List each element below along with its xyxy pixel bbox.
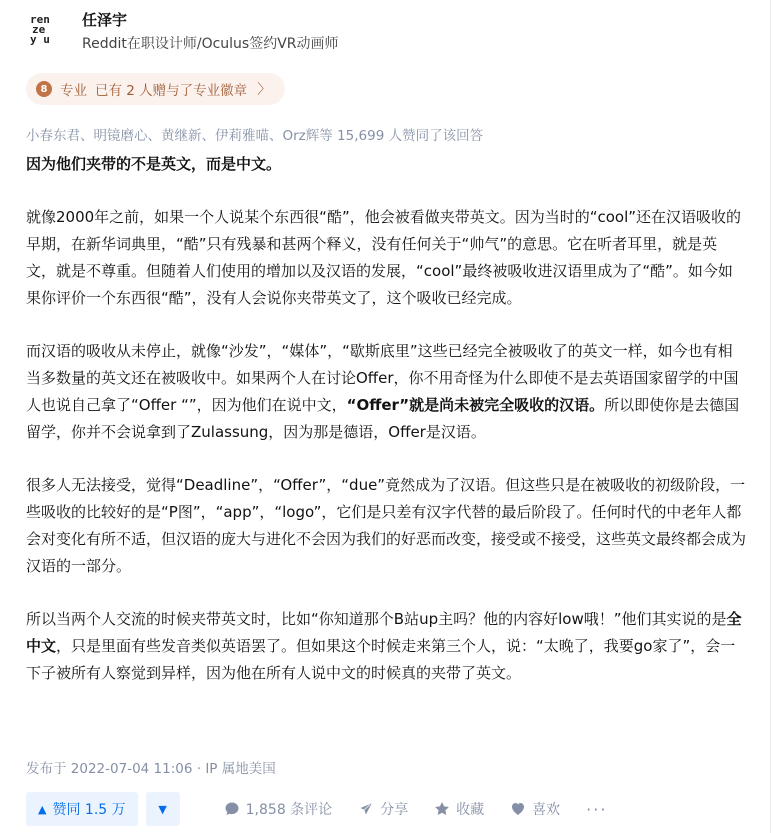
upvote-button[interactable] <box>26 792 138 826</box>
chevron-right-icon: 〉 <box>257 82 272 98</box>
paragraph-3-text-b: 所以即使你是去德国留学，你并不会说拿到了Zulassung，因为那是德语，Offer是汉语。 <box>26 396 740 441</box>
paragraph-5-bold: 全中文 <box>26 610 742 655</box>
downvote-icon: ▼ <box>158 802 167 816</box>
avatar-line-3: y u <box>30 33 50 46</box>
paragraph-2: 就像2000年之前，如果一个人说某个东西很“酷”，他会被看做夹带英文。因为当时的“cool”还在汉语吸收的早期，在新华词典里，“酷”只有残暴和甚两个释义，没有任何关于“帅气”的意思。它在听者耳里，就是英文，就是不尊重。但随着人们使用的增加以及汉语的发展，“cool”最终被吸收进汉语里成为了“酷”。如今如果你评价一个东西很“酷”，没有人会说你夹带英文了，这个吸收已经完成。 <box>26 208 742 307</box>
share-label: 分享 <box>380 802 409 818</box>
badge-pro-label: 专业 <box>60 83 87 99</box>
lead-sentence: 因为他们夹带的不是英文，而是中文。 <box>26 155 282 173</box>
favorite-label: 收藏 <box>456 802 485 818</box>
like-label: 喜欢 <box>532 802 561 818</box>
paragraph-3-text-a: 而汉语的吸收从未停止，就像“沙发”，“媒体”，“歇斯底里”这些已经完全被吸收了的英文一样，如今也有相当多数量的英文还在被吸收中。如果两个人在讨论Offer，你不用奇怪为什么即使不是去英语国家留学的中国人也说自己拿了“Offer “”，因为他们在说中文， <box>26 342 739 414</box>
comment-label: 1,858 条评论 <box>245 802 333 818</box>
paragraph-5 <box>26 606 746 687</box>
star-icon <box>434 801 450 817</box>
badge-icon: 8 <box>36 81 52 97</box>
paragraph-5-text-b: ，只是里面有些发音类似英语罢了。但如果这个时候走来第三个人，说：“太晚了，我要go家了”，会一下子被所有人察觉到异样，因为他在所有人说中文的时候真的夹带了英文。 <box>26 637 736 682</box>
paragraph-1 <box>26 151 746 178</box>
author-name[interactable]: 任泽宇 <box>82 11 128 29</box>
avatar-line-1: ren <box>30 13 50 26</box>
upvote-icon: ▲ <box>38 802 47 816</box>
author-info <box>82 10 339 54</box>
badge-text: 已有 2 人赠与了专业徽章 <box>95 83 248 99</box>
like-button[interactable] <box>510 799 560 819</box>
paragraph-3-bold: “Offer”就是尚未被完全吸收的汉语。 <box>346 396 605 414</box>
publish-meta: 发布于 2022-07-04 11:06 · IP 属地美国 <box>26 761 276 777</box>
voters-summary[interactable]: 小春东君、明镜磨心、黄继新、伊莉雅喵、Orz辉等 15,699 人赞同了该回答 <box>26 128 484 144</box>
author-header <box>26 10 339 54</box>
comment-icon <box>224 801 240 817</box>
pro-badge-banner[interactable] <box>26 73 285 105</box>
heart-icon <box>510 801 526 817</box>
answer-content <box>26 151 746 713</box>
favorite-button[interactable] <box>434 799 484 819</box>
paragraph-3 <box>26 338 746 446</box>
comment-button[interactable] <box>224 799 333 819</box>
share-button[interactable] <box>358 799 408 819</box>
upvote-label: 赞同 1.5 万 <box>52 802 126 818</box>
paragraph-4: 很多人无法接受，觉得“Deadline”，“Offer”，“due”竟然成为了汉语。但这些只是在被吸收的初级阶段，一些吸收的比较好的是“P图”，“app”，“logo”，它们是只差有汉字代替的最后阶段了。任何时代的中老年人都会对变化有所不适，但汉语的庞大与进化不会因为我们的好恶而改变，接受或不接受，这些英文最终都会成为汉语的一部分。 <box>26 476 747 575</box>
avatar[interactable] <box>26 10 66 50</box>
action-bar <box>26 792 607 826</box>
downvote-button[interactable] <box>146 792 180 826</box>
paragraph-5-text-a: 所以当两个人交流的时候夹带英文时，比如“你知道那个B站up主吗？他的内容好low哦！”他们其实说的是 <box>26 610 727 628</box>
author-bio: Reddit在职设计师/Oculus签约VR动画师 <box>82 36 339 52</box>
more-options-button[interactable]: ··· <box>586 799 608 819</box>
share-icon <box>358 801 374 817</box>
avatar-line-2: ze <box>32 23 46 36</box>
